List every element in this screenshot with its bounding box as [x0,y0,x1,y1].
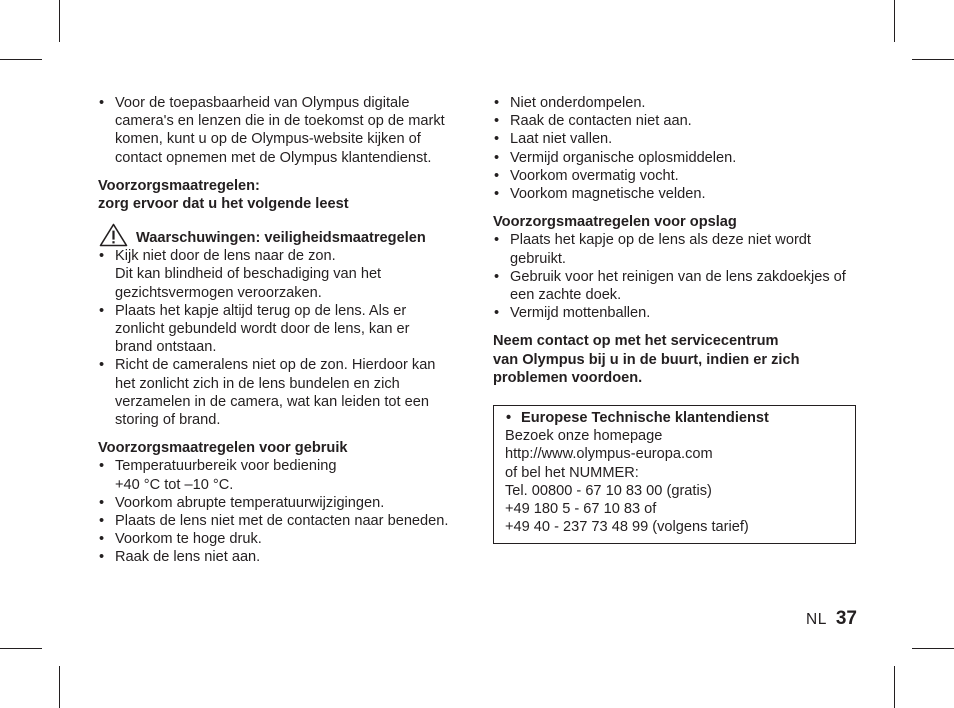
list-item: • Plaats de lens niet met de contacten naar beneden. [98,512,450,530]
box-line-homepage-label: Bezoek onze homepage [505,428,663,445]
crop-mark-top-right-vertical [894,0,895,42]
list-item: • Voor de toepasbaarheid van Olympus digitale camera's en lenzen die in de toekomst op de markt komen, kunt u op de Olympus-website kijken of contact opnemen met de Olympus klantendienst. [98,94,450,167]
box-line-phone-free: Tel. 00800 - 67 10 83 00 (gratis) [505,482,712,499]
crop-mark-bottom-right-horizontal [912,648,954,649]
crop-mark-top-left-vertical [59,0,60,42]
crop-mark-bottom-right-vertical [894,666,895,708]
page-footer [806,610,857,629]
list-item: • Gebruik voor het reinigen van de lens zakdoekjes of een zachte doek. [493,268,855,304]
contact-line3: problemen voordoen. [493,369,643,386]
left-column [98,94,450,567]
list-item: • Plaats het kapje altijd terug op de lens. Als er zonlicht gebundeld wordt door de lens, kan er brand ontstaan. [98,302,450,357]
list-item: • Voorkom overmatig vocht. [493,167,855,185]
list-item: • Raak de lens niet aan. [98,548,450,566]
crop-mark-bottom-left-horizontal [0,648,42,649]
handling-list [493,94,855,203]
list-item: • Laat niet vallen. [493,130,855,148]
list-item-line2: +40 °C tot –10 °C. [115,476,234,493]
page-number: 37 [835,608,857,629]
customer-service-box [493,405,856,544]
box-line-phone-3: +49 40 - 237 73 48 99 (volgens tarief) [505,519,749,536]
precautions-heading [98,177,450,213]
list-item-line1: Temperatuurbereik voor bediening [115,458,337,475]
list-item: • Voorkom te hoge druk. [98,530,450,548]
crop-mark-top-left-horizontal [0,59,42,60]
warning-triangle-icon [99,223,128,247]
storage-list [493,231,855,322]
storage-heading: Voorzorgsmaatregelen voor opslag [493,214,737,231]
list-item: • Richt de cameralens niet op de zon. Hierdoor kan het zonlicht zich in de lens bundelen en zich verzamelen in de camera, wat kan leiden tot een storing of brand. [98,356,450,429]
intro-list [98,94,450,167]
contact-heading [493,332,855,387]
warnings-list [98,247,450,429]
language-code: NL [806,611,827,628]
usage-heading: Voorzorgsmaatregelen voor gebruik [98,440,348,457]
list-item: • Plaats het kapje op de lens als deze niet wordt gebruikt. [493,231,855,267]
list-item-line1: Kijk niet door de lens naar de zon. [115,248,336,265]
box-title: • Europese Technische klantendienst [505,409,844,427]
list-item: • Vermijd organische oplosmiddelen. [493,149,855,167]
contact-line2: van Olympus bij u in de buurt, indien er zich [493,351,800,368]
box-line-number-label: of bel het NUMMER: [505,464,639,481]
box-line-url: http://www.olympus-europa.com [505,446,713,463]
box-line-phone-2: +49 180 5 - 67 10 83 of [505,501,657,518]
warnings-heading-row [98,223,450,247]
warnings-heading: Waarschuwingen: veiligheidsmaatregelen [136,230,426,247]
list-item [98,247,450,302]
list-item-line2: Dit kan blindheid of beschadiging van het gezichtsvermogen veroorzaken. [115,266,382,301]
right-column [493,94,855,544]
list-item [98,457,450,493]
list-item: • Niet onderdompelen. [493,94,855,112]
crop-mark-bottom-left-vertical [59,666,60,708]
list-item: • Voorkom magnetische velden. [493,185,855,203]
crop-mark-top-right-horizontal [912,59,954,60]
list-item: • Vermijd mottenballen. [493,304,855,322]
precautions-heading-line2: zorg ervoor dat u het volgende leest [98,196,349,213]
contact-line1: Neem contact op met het servicecentrum [493,333,779,350]
list-item: • Raak de contacten niet aan. [493,112,855,130]
precautions-heading-line1: Voorzorgsmaatregelen: [98,177,260,194]
usage-list [98,457,450,566]
list-item: • Voorkom abrupte temperatuurwijzigingen. [98,494,450,512]
